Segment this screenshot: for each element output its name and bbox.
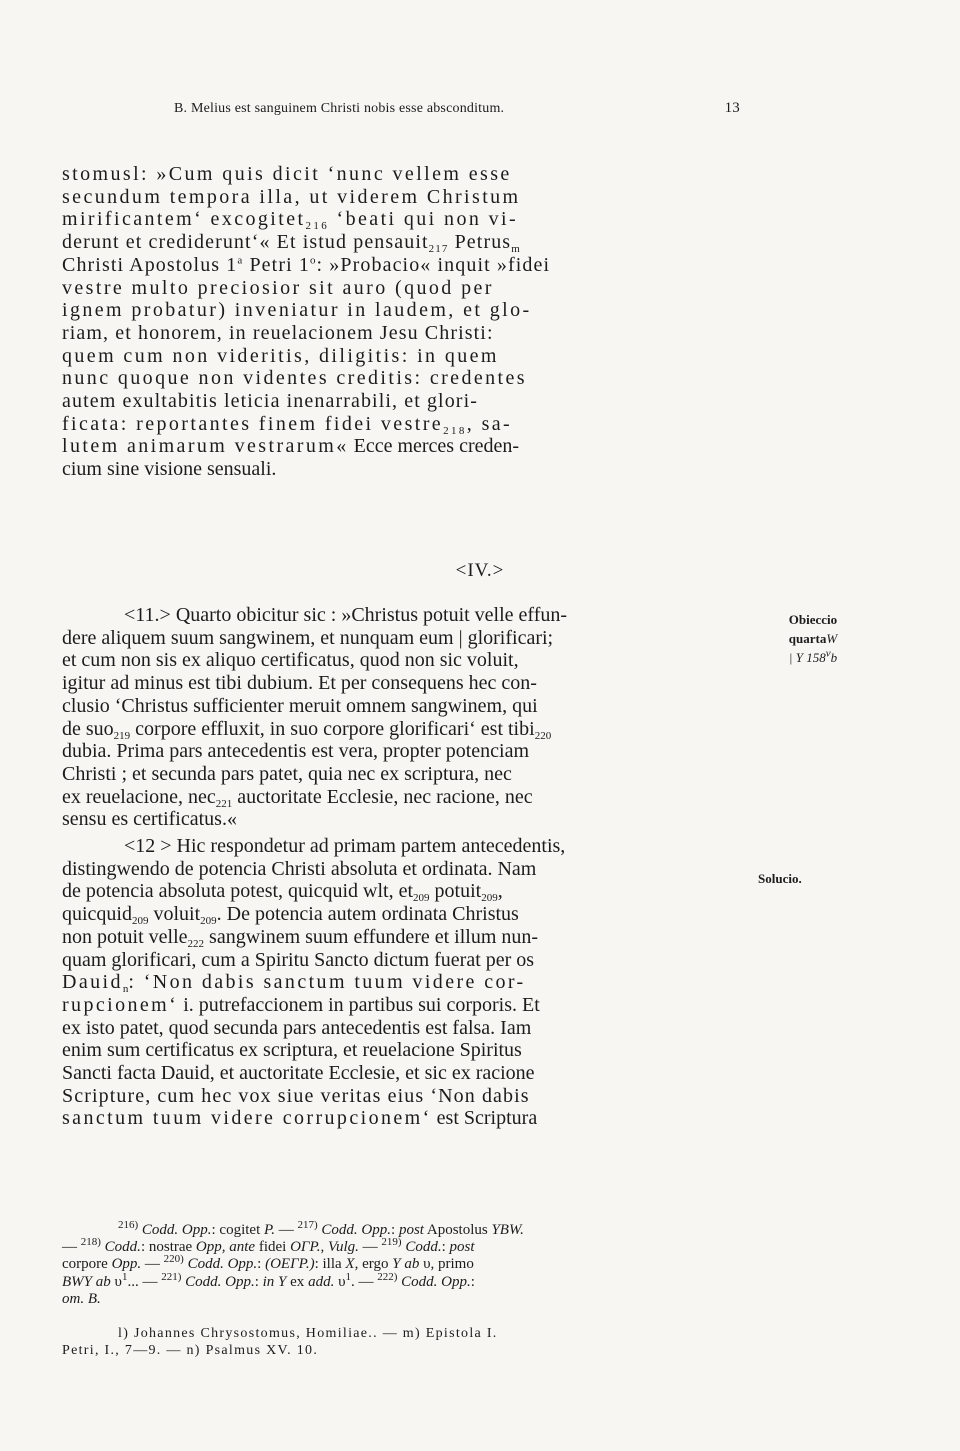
superscript: 1 <box>345 1270 351 1283</box>
footnote-ref: 217 <box>428 243 449 256</box>
text-line: de suo <box>62 717 114 740</box>
manuscript-folio-col: b <box>830 650 838 665</box>
text-line: non potuit velle <box>62 925 188 948</box>
text-line: secundum tempora illa, ut viderem Christum <box>62 185 521 208</box>
footnote-number: 220) <box>163 1253 184 1266</box>
fn-text: υ <box>334 1273 346 1290</box>
fn-text: — <box>62 1239 81 1256</box>
text-line: . De potencia autem ordinata Christus <box>216 903 519 926</box>
fn-text: Codd. Opp. <box>397 1273 471 1290</box>
text-line: auctoritate Ecclesie, nec racione, nec <box>232 785 533 808</box>
fn-text: fidei <box>255 1239 291 1256</box>
text-line: enim sum certificatus ex scriptura, et reuelacione Spiritus <box>62 1039 522 1062</box>
text-line: i. putrefaccionem in partibus sui corporis. Et <box>178 993 540 1016</box>
superscript: a <box>237 254 244 267</box>
source-ref: n <box>122 983 129 996</box>
fn-text: . — <box>351 1273 378 1290</box>
text-line: quicquid <box>62 903 132 926</box>
text-line: Ecce merces creden- <box>348 435 520 458</box>
fn-text: ergo <box>358 1256 393 1273</box>
fn-text: : <box>254 1273 263 1290</box>
text-line: quam glorificari, cum a Spiritu Sancto dictum fuerat per os <box>62 948 535 971</box>
fn-text: Codd. <box>401 1239 442 1256</box>
fn-text: : illa <box>314 1256 346 1273</box>
footnote-ref: 222 <box>187 937 205 950</box>
text-line: autem exultabitis leticia inenarrabili, et glori- <box>62 390 478 413</box>
text-line: ex isto patet, quod secunda pars antecedentis est falsa. Iam <box>62 1016 532 1039</box>
text-line: derunt et crediderunt‘« Et istud pensauit <box>62 231 429 254</box>
fn-text: om. B. <box>62 1290 101 1307</box>
text-line: clusio ‘Christus sufficienter meruit omnem sangwinem, qui <box>62 694 538 717</box>
footnote-number: 218) <box>80 1236 101 1249</box>
margin-label: Obieccio <box>788 612 838 627</box>
fn-text: post <box>449 1239 475 1256</box>
text-line: corpore effluxit, in suo corpore glorificari‘ est tibi <box>130 717 535 740</box>
footnote-number: 222) <box>377 1270 398 1283</box>
fn-text: YBW. <box>491 1222 524 1238</box>
text-line: Christi ; et secunda pars patet, quia nec ex scriptura, nec <box>62 762 512 785</box>
text-line: Scripture, cum hec vox siue veritas eius ‘Non dabis <box>62 1084 530 1107</box>
fn-text: , <box>320 1239 328 1256</box>
text-line: Christi Apostolus 1 <box>62 253 238 276</box>
source-line: l) Johannes Chrysostomus, Homiliae.. — m) Epistola I. <box>118 1326 498 1341</box>
fn-text: Codd. Opp. <box>138 1222 212 1238</box>
fn-text: in Y <box>262 1273 287 1290</box>
text-line: Petrus <box>448 231 512 254</box>
fn-text: corpore <box>62 1256 112 1273</box>
fn-text: υ <box>110 1273 122 1290</box>
text-line: voluit <box>148 903 201 926</box>
fn-text: : <box>391 1222 399 1238</box>
text-line: ‘beati qui non vi- <box>329 208 519 231</box>
fn-text: Opp. <box>111 1256 142 1273</box>
fn-text: ... — <box>127 1273 162 1290</box>
fn-text: Codd. Opp. <box>317 1222 392 1238</box>
text-line: sanctum tuum videre corrupcionem‘ <box>62 1107 432 1130</box>
text-line: stomusl: »Cum quis dicit ‘nunc vellem esse <box>62 163 512 185</box>
superscript: 1 <box>121 1270 128 1283</box>
fn-text: υ, primo <box>419 1256 474 1273</box>
fn-text: : <box>441 1239 450 1256</box>
fn-text: Apostolus <box>423 1222 492 1238</box>
text-line: ignem probatur) inveniatur in laudem, et glo- <box>62 299 532 322</box>
text-line: riam, et honorem, in reuelacionem Jesu Christi: <box>62 321 494 344</box>
manuscript-folio: | Y 158 <box>788 650 826 665</box>
fn-text: Y ab <box>392 1256 420 1273</box>
margin-label: quarta <box>788 631 827 646</box>
fn-text: : <box>257 1256 266 1273</box>
text-line: sangwinem suum effundere et illum nun- <box>204 925 539 948</box>
text-line: , sa- <box>466 412 513 435</box>
fn-text: Vulg. <box>327 1239 359 1256</box>
fn-text: post <box>398 1222 424 1238</box>
manuscript-siglum: W <box>826 631 838 646</box>
text-line: sensu es certificatus.« <box>62 808 237 831</box>
text-line: lutem animarum vestrarum« <box>62 435 349 458</box>
text-line: est Scriptura <box>431 1107 538 1130</box>
text-line: : ‘Non dabis sanctum tuum videre cor- <box>128 971 526 994</box>
text-line: de potencia absoluta potest, quicquid wlt, et <box>62 880 414 903</box>
text-line: potuit <box>429 880 482 903</box>
fn-text: OΓP. <box>290 1239 321 1256</box>
footnote-ref: 209 <box>481 892 498 905</box>
text-line: <11.> Quarto obicitur sic : »Christus potuit velle effun- <box>124 604 568 626</box>
text-line: Dauid <box>62 971 123 994</box>
text-line: ficata: reportantes finem fidei vestre <box>62 412 444 435</box>
text-line: <12 > Hic respondetur ad primam partem antecedentis, <box>124 835 566 858</box>
margin-note-obieccio <box>758 610 868 667</box>
fn-text: Opp, ante <box>195 1239 256 1256</box>
text-line: dubia. Prima pars antecedentis est vera, propter potenciam <box>62 740 530 763</box>
footnote-ref: 209 <box>413 892 430 905</box>
footnote-ref: 218 <box>443 424 467 437</box>
text-line: rupcionem‘ <box>62 993 179 1016</box>
text-line: igitur ad minus est tibi dubium. Et per consequens hec con- <box>62 672 537 695</box>
margin-note-solucio: Solucio. <box>758 871 802 886</box>
fn-text: add. <box>308 1273 335 1290</box>
running-header <box>174 101 740 117</box>
fn-text: — <box>141 1256 164 1273</box>
fn-text: X, <box>345 1256 359 1273</box>
footnote-number: 221) <box>161 1270 182 1283</box>
text-line: : »Probacio« inquit »fidei <box>316 253 551 276</box>
superscript: o <box>309 254 317 267</box>
fn-text: : nostrae <box>140 1239 196 1256</box>
text-line: vestre multo preciosior sit auro (quod per <box>62 276 494 299</box>
fn-text: — <box>358 1239 382 1256</box>
text-line: ex reuelacione, nec <box>62 785 216 808</box>
critical-apparatus <box>62 1219 734 1308</box>
fn-text: ex <box>286 1273 309 1290</box>
fn-text: (OEΓP.) <box>265 1256 315 1273</box>
footnote-ref: 220 <box>534 729 552 742</box>
page-number: 13 <box>724 100 740 116</box>
fn-text: — <box>275 1222 298 1238</box>
body-text-main <box>62 604 734 1130</box>
text-line: quem cum non videritis, diligitis: in quem <box>62 344 499 367</box>
text-line: dere aliquem suum sangwinem, et nunquam eum | glorificari; <box>62 626 554 649</box>
text-line: Petri 1 <box>243 253 310 276</box>
fn-text: : cogitet <box>211 1222 265 1238</box>
source-line: Petri, I., 7—9. — n) Psalmus XV. 10. <box>62 1343 319 1358</box>
fn-text: BWY ab <box>62 1273 111 1290</box>
running-title: B. Melius est sanguinem Christi nobis esse absconditum. <box>174 101 505 116</box>
text-line: et cum non sis ex aliquo certificatus, quod non sic voluit, <box>62 649 519 672</box>
footnote-number: 219) <box>381 1236 402 1249</box>
fn-text: : <box>470 1273 475 1290</box>
footnote-number: 217) <box>297 1219 318 1231</box>
footnote-ref: 219 <box>113 729 131 742</box>
footnote-ref: 221 <box>215 797 233 810</box>
text-line: nunc quoque non videntes creditis: credentes <box>62 367 527 390</box>
text-line: distingwendo de potencia Christi absoluta et ordinata. Nam <box>62 857 537 880</box>
footnote-number: 216) <box>118 1219 139 1231</box>
source-notes <box>62 1325 734 1359</box>
fn-text: P. <box>264 1222 275 1238</box>
fn-text: Codd. Opp. <box>183 1256 258 1273</box>
footnote-ref: 216 <box>305 220 330 233</box>
text-line: Sancti facta Dauid, et auctoritate Ecclesie, et sic ex racione <box>62 1062 535 1085</box>
body-text-top <box>62 163 734 481</box>
text-line: , <box>497 880 503 903</box>
text-line: cium sine visione sensuali. <box>62 458 277 481</box>
fn-text: Codd. <box>100 1239 141 1256</box>
source-ref: m <box>511 243 521 256</box>
text-line: mirificantem‘ excogitet <box>62 208 306 231</box>
fn-text: Codd. Opp. <box>181 1273 255 1290</box>
footnote-ref: 209 <box>200 915 217 928</box>
superscript: v <box>825 647 831 660</box>
section-title: <IV.> <box>455 560 505 581</box>
footnote-ref: 209 <box>132 915 149 928</box>
